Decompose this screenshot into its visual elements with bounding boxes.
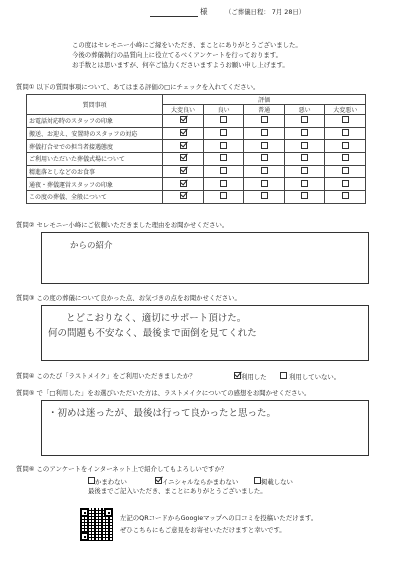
rating-cell[interactable] — [163, 165, 204, 178]
q3-answer-box[interactable] — [41, 305, 369, 361]
row-label: 搬送、お迎え、安置時のスタッフの対応 — [27, 127, 163, 140]
checkbox-icon[interactable] — [261, 129, 268, 136]
rating-cell[interactable] — [325, 140, 366, 153]
checkbox-icon[interactable] — [342, 142, 349, 149]
checkbox-icon[interactable] — [261, 154, 268, 161]
rating-cell[interactable] — [244, 140, 285, 153]
table-row — [27, 153, 366, 166]
checkbox-icon[interactable] — [301, 167, 308, 174]
rating-cell[interactable] — [203, 127, 244, 140]
checked-box-icon[interactable] — [155, 477, 162, 484]
q3-answer-line-1: とどこおりなく、適切にサポート頂けた。 — [66, 313, 247, 324]
rating-cell[interactable] — [163, 115, 204, 128]
checkbox-icon[interactable] — [342, 167, 349, 174]
rating-cell[interactable] — [325, 153, 366, 166]
item-header: 質問事項 — [27, 95, 163, 115]
rating-cell[interactable] — [203, 178, 244, 191]
eval-header: 評価 — [163, 95, 366, 105]
table-row — [27, 191, 366, 204]
checkbox-icon[interactable] — [301, 192, 308, 199]
rating-cell[interactable] — [163, 191, 204, 204]
thanks-message: 最後までご記入いただき、まことにありがとうございました。 — [88, 487, 267, 495]
checkbox-icon[interactable] — [342, 116, 349, 123]
rating-cell[interactable] — [284, 115, 325, 128]
checkbox-icon[interactable] — [220, 192, 227, 199]
rating-cell[interactable] — [244, 191, 285, 204]
rating-cell[interactable] — [325, 191, 366, 204]
rating-cell[interactable] — [163, 127, 204, 140]
checkbox-icon[interactable] — [261, 192, 268, 199]
table-row — [27, 140, 366, 153]
checked-box-icon[interactable] — [180, 192, 187, 199]
q4-title: 質問④ このたび「ラストメイク」をご利用いただきましたか？ — [16, 372, 196, 380]
checkbox-icon[interactable] — [220, 167, 227, 174]
rating-cell[interactable] — [284, 127, 325, 140]
intro-line-3: お手数とは思いますが、何卒ご協力くださいますようお願い申し上げます。 — [72, 61, 289, 69]
q5-answer-box[interactable] — [41, 400, 369, 456]
rating-cell[interactable] — [244, 178, 285, 191]
table-row — [27, 165, 366, 178]
row-label: この度の葬儀、全般について — [27, 191, 163, 204]
column-header-4: 大変悪い — [325, 105, 366, 115]
checked-box-icon[interactable] — [180, 180, 187, 187]
q4-option-used[interactable]: 利用した — [234, 372, 267, 382]
rating-cell[interactable] — [203, 165, 244, 178]
q2-answer: からの紹介 — [70, 241, 113, 251]
row-label: 精進落としなどのお食事 — [27, 165, 163, 178]
table-row — [27, 127, 366, 140]
checkbox-icon[interactable] — [220, 180, 227, 187]
column-header-3: 悪い — [284, 105, 325, 115]
checkbox-icon[interactable] — [261, 167, 268, 174]
checkbox-icon[interactable] — [280, 372, 287, 379]
checkbox-icon[interactable] — [301, 116, 308, 123]
rating-cell[interactable] — [203, 115, 244, 128]
rating-cell[interactable] — [284, 178, 325, 191]
q6-option-no[interactable]: 掲載しない — [254, 477, 293, 487]
intro-line-2: 今後の葬儀執行の品質向上に役立てるべくアンケートを行っております。 — [72, 51, 282, 59]
q6-option-initials[interactable]: イニシャルならかまわない — [155, 477, 238, 487]
rating-cell[interactable] — [163, 153, 204, 166]
rating-cell[interactable] — [325, 178, 366, 191]
checkbox-icon[interactable] — [220, 154, 227, 161]
checkbox-icon[interactable] — [220, 129, 227, 136]
rating-cell[interactable] — [244, 115, 285, 128]
q1-title: 質問① 以下の質問事項について、あてはまる評価の□にチェックを入れてください。 — [16, 83, 260, 91]
rating-cell[interactable] — [203, 140, 244, 153]
rating-cell[interactable] — [244, 153, 285, 166]
checkbox-icon[interactable] — [88, 477, 95, 484]
rating-cell[interactable] — [244, 165, 285, 178]
checked-box-icon[interactable] — [180, 129, 187, 136]
column-header-1: 良い — [203, 105, 244, 115]
checkbox-icon[interactable] — [342, 180, 349, 187]
table-row — [27, 178, 366, 191]
checkbox-icon[interactable] — [220, 116, 227, 123]
checked-box-icon[interactable] — [180, 167, 187, 174]
row-label: 葬儀打合せでの担当者接遇態度 — [27, 140, 163, 153]
rating-cell[interactable] — [325, 127, 366, 140]
checkbox-icon[interactable] — [261, 180, 268, 187]
rating-cell[interactable] — [244, 127, 285, 140]
checkbox-icon[interactable] — [301, 129, 308, 136]
header — [150, 3, 370, 19]
sama-label: 様 — [200, 7, 208, 16]
checked-box-icon[interactable] — [180, 154, 187, 161]
footer-line-1: 左記のQRコードからGoogleマップへの口コミを投稿いただけます。 — [120, 514, 318, 522]
qr-code-icon[interactable] — [80, 508, 113, 541]
q2-title: 質問② セレモニー小峰にご依頼いただきました理由をお聞かせください。 — [16, 221, 229, 229]
checked-box-icon[interactable] — [180, 116, 187, 123]
rating-cell[interactable] — [284, 140, 325, 153]
rating-cell[interactable] — [203, 153, 244, 166]
row-label: ご利用いただいた葬儀式場について — [27, 153, 163, 166]
checkbox-icon[interactable] — [342, 192, 349, 199]
checkbox-icon[interactable] — [301, 180, 308, 187]
rating-cell[interactable] — [284, 153, 325, 166]
rating-cell[interactable] — [284, 191, 325, 204]
checked-box-icon[interactable] — [234, 372, 241, 379]
checkbox-icon[interactable] — [220, 142, 227, 149]
checkbox-icon[interactable] — [254, 477, 261, 484]
name-underline — [150, 16, 198, 17]
checkbox-icon[interactable] — [261, 142, 268, 149]
ceremony-date: （ご葬儀日程： 7月 28日） — [225, 8, 306, 16]
column-header-2: 普通 — [244, 105, 285, 115]
column-header-0: 大変良い — [163, 105, 204, 115]
checkbox-icon[interactable] — [342, 129, 349, 136]
rating-cell[interactable] — [203, 191, 244, 204]
rating-cell[interactable] — [325, 115, 366, 128]
footer-line-2: ぜひこちらにもご意見をお寄せいただけますと幸いです。 — [120, 526, 286, 534]
table-row — [27, 115, 366, 128]
rating-cell[interactable] — [284, 165, 325, 178]
checked-box-icon[interactable] — [180, 142, 187, 149]
checkbox-icon[interactable] — [301, 154, 308, 161]
q2-answer-box[interactable] — [41, 232, 369, 284]
q6-option-ok[interactable]: かまわない — [88, 477, 127, 487]
checkbox-icon[interactable] — [261, 116, 268, 123]
rating-cell[interactable] — [325, 165, 366, 178]
q5-answer: ・初めは迷ったが、最後は行って良かったと思った。 — [48, 408, 277, 419]
row-label: お電話対応時のスタッフの印象 — [27, 115, 163, 128]
intro-line-1: この度はセレモニー小峰にご縁をいただき、まことにありがとうございました。 — [72, 41, 302, 49]
rating-cell[interactable] — [163, 178, 204, 191]
checkbox-icon[interactable] — [342, 154, 349, 161]
q3-title: 質問③ この度の葬儀について良かった点、お気づきの点をお聞かせください。 — [16, 294, 241, 302]
rating-table — [26, 94, 366, 204]
checkbox-icon[interactable] — [301, 142, 308, 149]
q6-title: 質問⑥ このアンケートをインターネット上で紹介してもよろしいですか？ — [16, 465, 228, 473]
q5-title: 質問⑤ で「□利用した」をお選びいただいた方は、ラストメイクについての感想をお聞かせください。 — [16, 389, 311, 397]
q4-option-unused[interactable]: 利用していない。 — [280, 372, 340, 382]
row-label: 通夜・葬儀運営スタッフの印象 — [27, 178, 163, 191]
rating-cell[interactable] — [163, 140, 204, 153]
q3-answer-line-2: 何の問題も不安なく、最後まで面倒を見てくれた — [48, 328, 257, 339]
